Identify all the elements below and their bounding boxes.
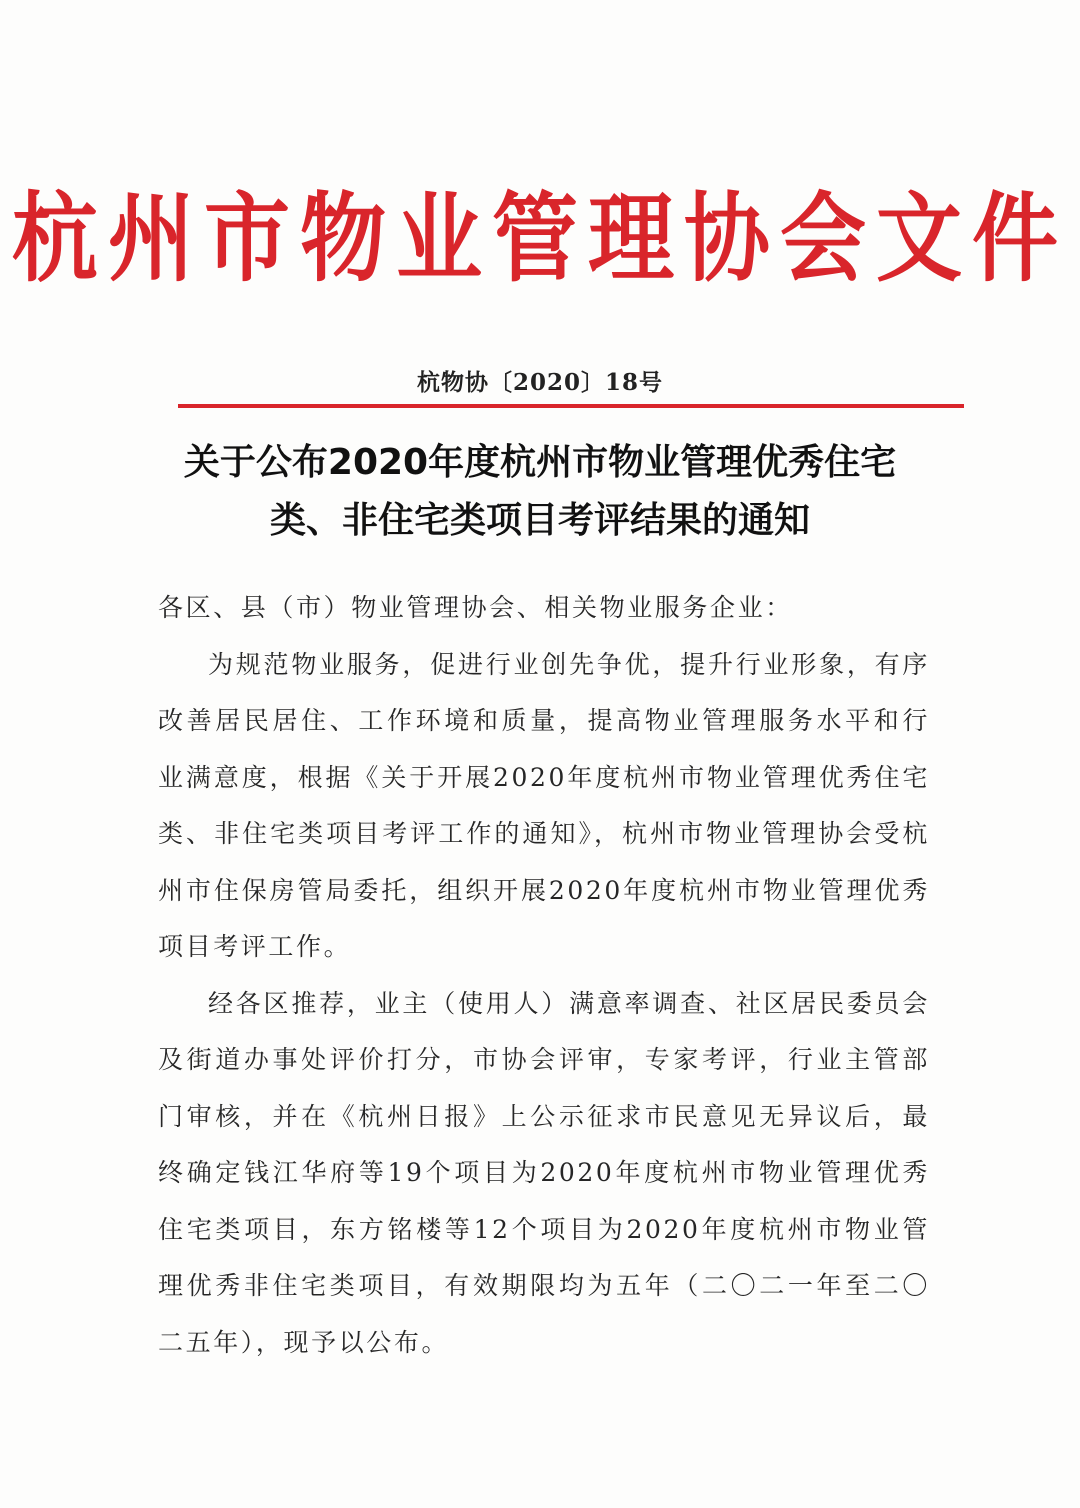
document-title-line-1: 关于公布2020年度杭州市物业管理优秀住宅 [183, 442, 897, 483]
salutation: 各区、县（市）物业管理协会、相关物业服务企业： [158, 593, 793, 622]
document-title-line-2: 类、非住宅类项目考评结果的通知 [269, 500, 810, 541]
body-paragraph-2: 经各区推荐，业主（使用人）满意率调查、社区居民委员会及街道办事处评价打分，市协会评审，专家考评，行业主管部门审核，并在《杭州日报》上公示征求市民意见无异议后，最终确定钱江华府等19个项目为2020年度杭州市物业管理优秀住宅类项目，东方铭楼等12个项目为2020年度杭州市物业管理优秀非住宅类项目，有效期限均为五年（二〇二一年至二〇二五年），现予以公布。 [158, 988, 930, 1357]
document-number: 杭物协〔2020〕18号 [416, 369, 664, 396]
document-body [158, 580, 930, 1371]
document-title [130, 434, 950, 550]
red-divider-line [178, 404, 964, 408]
body-paragraph-1: 为规范物业服务，促进行业创先争优，提升行业形象，有序改善居民居住、工作环境和质量，提高物业管理服务水平和行业满意度，根据《关于开展2020年度杭州市物业管理优秀住宅类、非住宅类项目考评工作的通知》，杭州市物业管理协会受杭州市住保房管局委托，组织开展2020年度杭州市物业管理优秀项目考评工作。 [158, 649, 930, 961]
organization-header: 杭州市物业管理协会文件 [12, 182, 1068, 296]
